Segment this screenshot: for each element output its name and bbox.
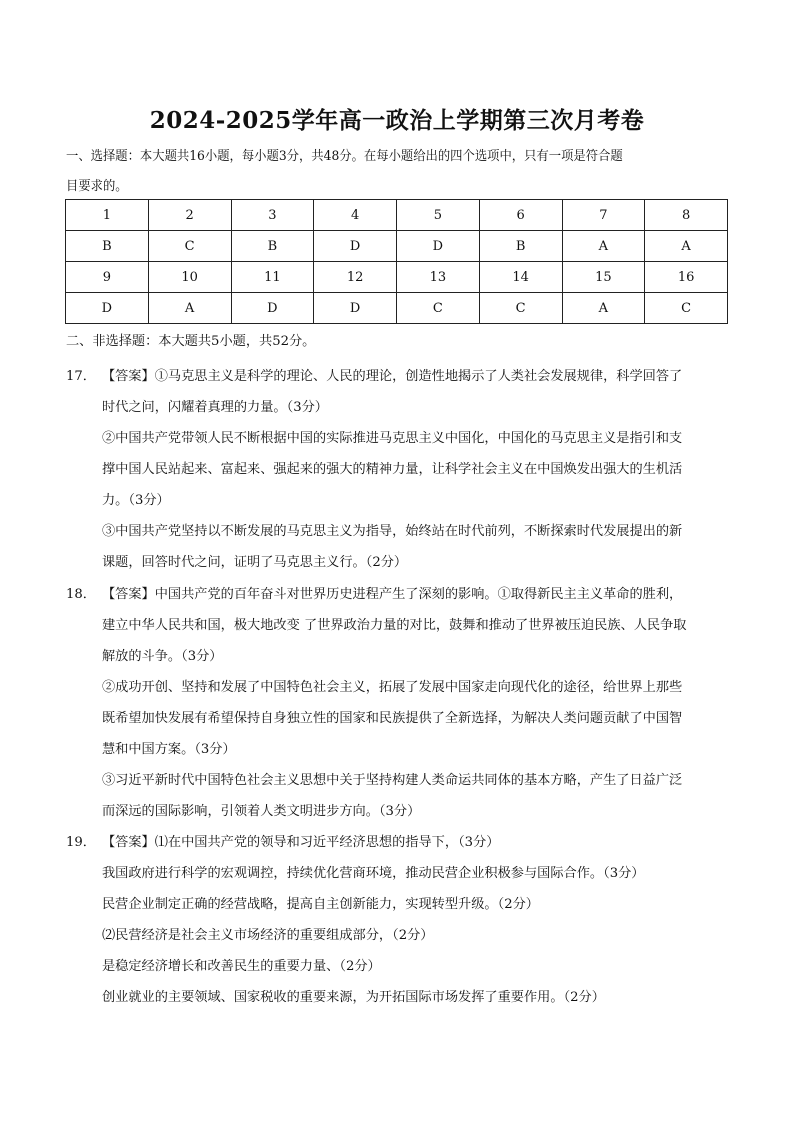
table-cell: 3 (231, 200, 314, 231)
table-cell: 13 (397, 262, 480, 293)
answer-table (65, 199, 728, 324)
answer-line: ③中国共产党坚持以不断发展的马克思主义为指导，始终站在时代前列，不断探索时代发展提出的新 (102, 524, 683, 539)
table-cell: 6 (479, 200, 562, 231)
question-19 (66, 827, 728, 1017)
table-cell: A (562, 231, 645, 262)
table-row (66, 231, 728, 262)
answer-line: ②中国共产党带领人民不断根据中国的实际推进马克思主义中国化，中国化的马克思主义是指引和支 (102, 431, 683, 446)
table-cell: B (231, 231, 314, 262)
table-cell: D (314, 231, 397, 262)
table-row (66, 200, 728, 231)
table-cell: A (645, 231, 728, 262)
page-title: 2024-2025学年高一政治上学期第三次月考卷 (149, 107, 645, 134)
table-cell: 7 (562, 200, 645, 231)
answer-line: ②成功开创、坚持和发展了中国特色社会主义，拓展了发展中国家走向现代化的途径，给世界上那些 (102, 680, 683, 695)
question-number: 18． (66, 587, 96, 602)
table-cell: 12 (314, 262, 397, 293)
table-cell: 11 (231, 262, 314, 293)
section1-heading (66, 142, 736, 202)
answer-line: 力。（3分） (102, 493, 170, 508)
answer-line: 我国政府进行科学的宏观调控，持续优化营商环境，推动民营企业积极参与国际合作。（3分） (102, 866, 645, 881)
question-17 (66, 361, 728, 581)
question-17-answer (102, 361, 682, 578)
table-cell: C (645, 293, 728, 324)
question-18-answer (102, 579, 686, 827)
answer-line: 是稳定经济增长和改善民生的重要力量、（2分） (102, 959, 381, 974)
table-row (66, 262, 728, 293)
table-cell: B (479, 231, 562, 262)
answer-line: 慧和中国方案。（3分） (102, 742, 236, 757)
table-cell: 15 (562, 262, 645, 293)
table-cell: B (66, 231, 149, 262)
table-cell: A (562, 293, 645, 324)
answer-line: 既希望加快发展有希望保持自身独立性的国家和民族提供了全新选择，为解决人类问题贡献了中国智 (102, 711, 683, 726)
table-cell: D (314, 293, 397, 324)
answer-line: 【答案】⑴在中国共产党的领导和习近平经济思想的指导下，（3分） (102, 835, 500, 850)
table-cell: 8 (645, 200, 728, 231)
section1-line: 一、选择题：本大题共16小题，每小题3分，共48分。在每小题给出的四个选项中，只有一项是符合题 (66, 149, 623, 164)
table-cell: 10 (148, 262, 231, 293)
table-cell: 14 (479, 262, 562, 293)
table-cell: 1 (66, 200, 149, 231)
table-cell: D (231, 293, 314, 324)
table-cell: 16 (645, 262, 728, 293)
question-number: 19． (66, 835, 96, 850)
table-cell: 2 (148, 200, 231, 231)
answer-line: 而深远的国际影响，引领着人类文明进步方向。（3分） (102, 804, 421, 819)
table-cell: D (66, 293, 149, 324)
answer-line: 撑中国人民站起来、富起来、强起来的强大的精神力量，让科学社会主义在中国焕发出强大的生机活 (102, 462, 683, 477)
table-cell: 9 (66, 262, 149, 293)
table-cell: C (148, 231, 231, 262)
table-cell: A (148, 293, 231, 324)
answer-line: 【答案】中国共产党的百年奋斗对世界历史进程产生了深刻的影响。①取得新民主主义革命的胜利， (102, 587, 683, 602)
answer-line: 时代之问，闪耀着真理的力量。（3分） (102, 400, 328, 415)
answer-line: ⑵民营经济是社会主义市场经济的重要组成部分，（2分） (102, 928, 434, 943)
answer-line: ③习近平新时代中国特色社会主义思想中关于坚持构建人类命运共同体的基本方略，产生了日益广泛 (102, 773, 683, 788)
answer-line: 【答案】①马克思主义是科学的理论、人民的理论，创造性地揭示了人类社会发展规律，科学回答了 (102, 369, 683, 384)
table-cell: C (397, 293, 480, 324)
question-19-answer (102, 827, 644, 1013)
table-cell: C (479, 293, 562, 324)
section2-heading: 二、非选择题：本大题共5小题，共52分。 (66, 334, 316, 349)
question-number: 17． (66, 369, 96, 384)
answer-line: 民营企业制定正确的经营战略，提高自主创新能力，实现转型升级。（2分） (102, 897, 539, 912)
table-cell: 5 (397, 200, 480, 231)
answer-line: 课题，回答时代之问，证明了马克思主义行。（2分） (102, 555, 408, 570)
section1-line: 目要求的。 (66, 179, 128, 194)
question-18 (66, 579, 728, 829)
answer-line: 解放的斗争。（3分） (102, 649, 223, 664)
table-cell: D (397, 231, 480, 262)
answer-line: 建立中华人民共和国，极大地改变 了世界政治力量的对比，鼓舞和推动了世界被压迫民族、人民争取 (102, 618, 687, 633)
table-row (66, 293, 728, 324)
answer-line: 创业就业的主要领域、国家税收的重要来源，为开拓国际市场发挥了重要作用。（2分） (102, 990, 605, 1005)
table-cell: 4 (314, 200, 397, 231)
